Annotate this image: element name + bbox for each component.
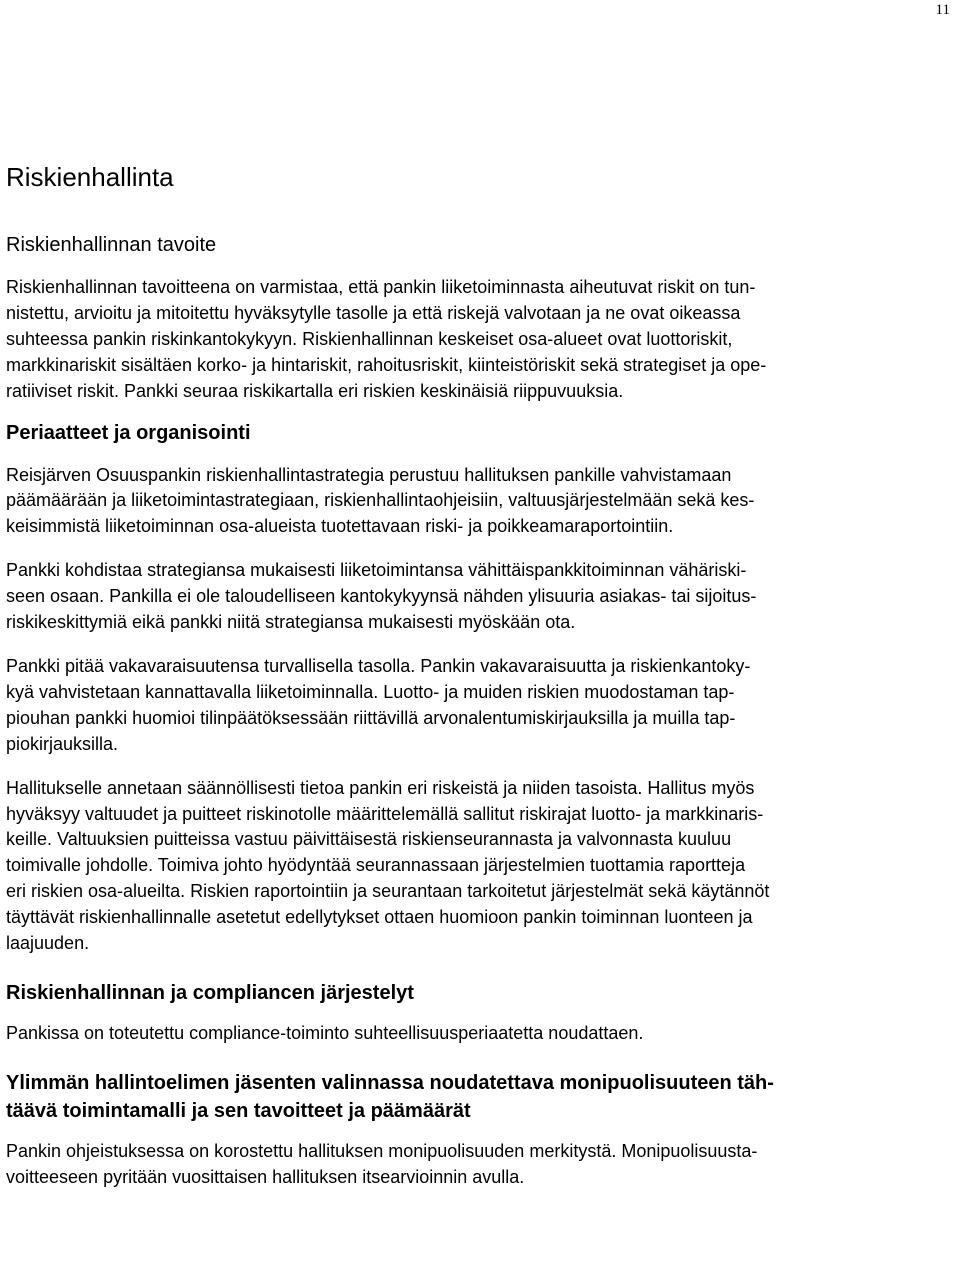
section-heading-tavoite: Riskienhallinnan tavoite — [6, 234, 217, 256]
section-heading-periaatteet: Periaatteet ja organisointi — [6, 421, 251, 444]
section-heading-monipuolisuus: Ylimmän hallintoelimen jäsenten valinnassa noudatettava monipuolisuuteen täh- täävä toimintamalli ja sen tavoitteet ja päämäärät — [6, 1071, 774, 1122]
section-heading-compliance: Riskienhallinnan ja compliancen järjestelyt — [6, 981, 414, 1004]
document-body — [6, 160, 956, 1191]
paragraph-strategia: Reisjärven Osuuspankin riskienhallintastrategia perustuu hallituksen pankille vahvistamaan päämäärään ja liiketoimintastrategiaan, riskienhallintaohjeisiin, valtuusjärjestelmään sekä kes- keisimmistä liiketoiminnan osa-alueista tuotettavaan riski- ja poikkeamaraportointiin. — [6, 464, 755, 537]
paragraph-tavoite: Riskienhallinnan tavoitteena on varmistaa, että pankin liiketoiminnasta aiheutuvat riskit on tun- nistettu, arvioitu ja mitoitettu hyväksytylle tasolle ja että riskejä valvotaan ja ne ovat oikeassa suhteessa pankin riskinkantokykyyn. Riskienhallinnan keskeiset osa-alueet ovat luottoriskit, markkinariskit sisältäen korko- ja hintariskit, rahoitusriskit, kiinteistöriskit sekä strategiset ja ope- ratiiviset riskit. Pankki seuraa riskikartalla eri riskien keskinäisiä riippuvuuksia. — [6, 277, 767, 401]
paragraph-hallitus: Hallitukselle annetaan säännöllisesti tietoa pankin eri riskeistä ja niiden tasoista. Hallitus myös hyväksyy valtuudet ja puitteet riskinotolle määrittelemällä sallitut riskirajat luotto- ja markkinaris- keille. Valtuuksien puitteissa vastuu päivittäisestä riskienseurannasta ja valvonnasta kuuluu toimivalle johdolle. Toimiva johto hyödyntää seurannassaan järjestelmien tuottamia raportteja eri riskien osa-alueilta. Riskien raportointiin ja seurantaan tarkoitetut järjestelmät sekä käytännöt täyttävät riskienhallinnalle asetetut edellytykset ottaen huomioon pankin toiminnan luonteen ja laajuuden. — [6, 777, 770, 954]
paragraph-compliance: Pankissa on toteutettu compliance-toiminto suhteellisuusperiaatetta noudattaen. — [6, 1022, 644, 1043]
paragraph-kohdistaa: Pankki kohdistaa strategiansa mukaisesti liiketoimintansa vähittäispankkitoiminnan vähäriski- seen osaan. Pankilla ei ole taloudelliseen kantokykyynsä nähden ylisuuria asiakas- tai sijoitus- riskikeskittymiä eikä pankki niitä strategiansa mukaisesti myöskään ota. — [6, 560, 757, 633]
paragraph-vakavaraisuus: Pankki pitää vakavaraisuutensa turvallisella tasolla. Pankin vakavaraisuutta ja riskienkantoky- kyä vahvistetaan kannattavalla liiketoiminnalla. Luotto- ja muiden riskien muodostaman tap- piouhan pankki huomioi tilinpäätöksessään riittävillä arvonalentumiskirjauksilla ja muilla tap- piokirjauksilla. — [6, 655, 751, 754]
page-number: 11 — [935, 2, 950, 18]
page-title: Riskienhallinta — [6, 162, 174, 192]
paragraph-monipuolisuus: Pankin ohjeistuksessa on korostettu hallituksen monipuolisuuden merkitystä. Monipuolisuusta- voitteeseen pyritään vuosittaisen hallituksen itsearvioinnin avulla. — [6, 1140, 758, 1187]
